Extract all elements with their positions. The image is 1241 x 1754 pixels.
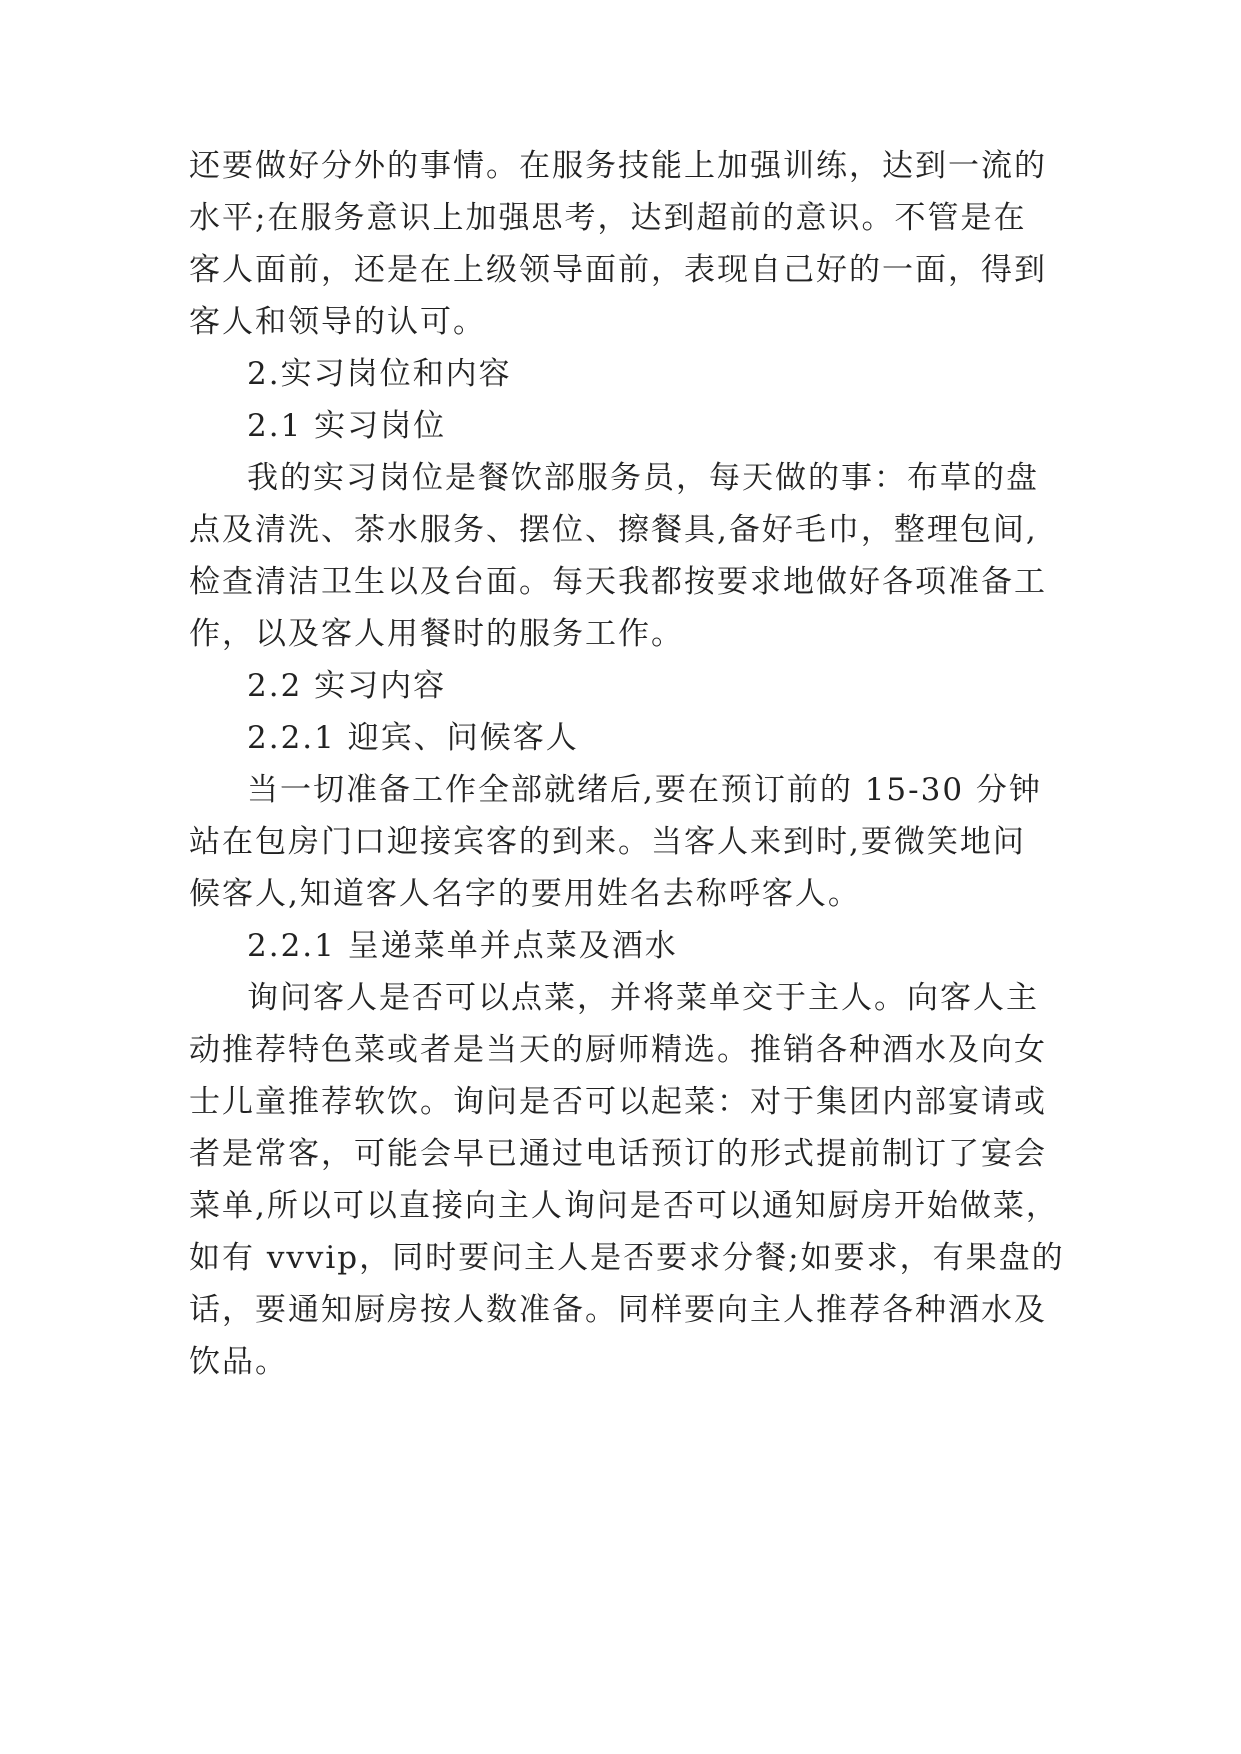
text-line: 动推荐特色菜或者是当天的厨师精选。推销各种酒水及向女 <box>189 1032 1047 1068</box>
text-line: 客人面前，还是在上级领导面前，表现自己好的一面，得到 <box>189 252 1047 288</box>
text-line: 作，以及客人用餐时的服务工作。 <box>189 616 684 652</box>
text-line: 话，要通知厨房按人数准备。同样要向主人推荐各种酒水及 <box>189 1292 1047 1328</box>
text-line: 我的实习岗位是餐饮部服务员，每天做的事：布草的盘 <box>247 460 1039 496</box>
text-line: 者是常客，可能会早已通过电话预订的形式提前制订了宴会 <box>189 1136 1047 1172</box>
text-line: 询问客人是否可以点菜，并将菜单交于主人。向客人主 <box>247 980 1039 1016</box>
text-line: 菜单,所以可以直接向主人询问是否可以通知厨房开始做菜， <box>189 1188 1059 1224</box>
text-line: 站在包房门口迎接宾客的到来。当客人来到时,要微笑地问 <box>189 824 1026 860</box>
section-heading: 2.2 实习内容 <box>247 668 447 704</box>
section-heading: 2.2.1 迎宾、问候客人 <box>247 720 579 756</box>
text-line: 点及清洗、茶水服务、摆位、擦餐具,备好毛巾，整理包间, <box>189 512 1038 548</box>
section-heading: 2.2.1 呈递菜单并点菜及酒水 <box>247 928 678 964</box>
text-line: 水平;在服务意识上加强思考，达到超前的意识。不管是在 <box>189 200 1027 236</box>
text-line: 检查清洁卫生以及台面。每天我都按要求地做好各项准备工 <box>189 564 1047 600</box>
text-line: 客人和领导的认可。 <box>189 304 486 340</box>
text-line: 士儿童推荐软饮。询问是否可以起菜：对于集团内部宴请或 <box>189 1084 1047 1120</box>
section-heading: 2.实习岗位和内容 <box>247 356 512 392</box>
text-line: 还要做好分外的事情。在服务技能上加强训练，达到一流的 <box>189 148 1047 184</box>
text-line: 饮品。 <box>189 1344 288 1380</box>
text-line: 如有 vvvip，同时要问主人是否要求分餐;如要求，有果盘的 <box>189 1240 1065 1276</box>
section-heading: 2.1 实习岗位 <box>247 408 447 444</box>
text-line: 候客人,知道客人名字的要用姓名去称呼客人。 <box>189 876 861 912</box>
text-line: 当一切准备工作全部就绪后,要在预订前的 15-30 分钟 <box>247 772 1042 808</box>
